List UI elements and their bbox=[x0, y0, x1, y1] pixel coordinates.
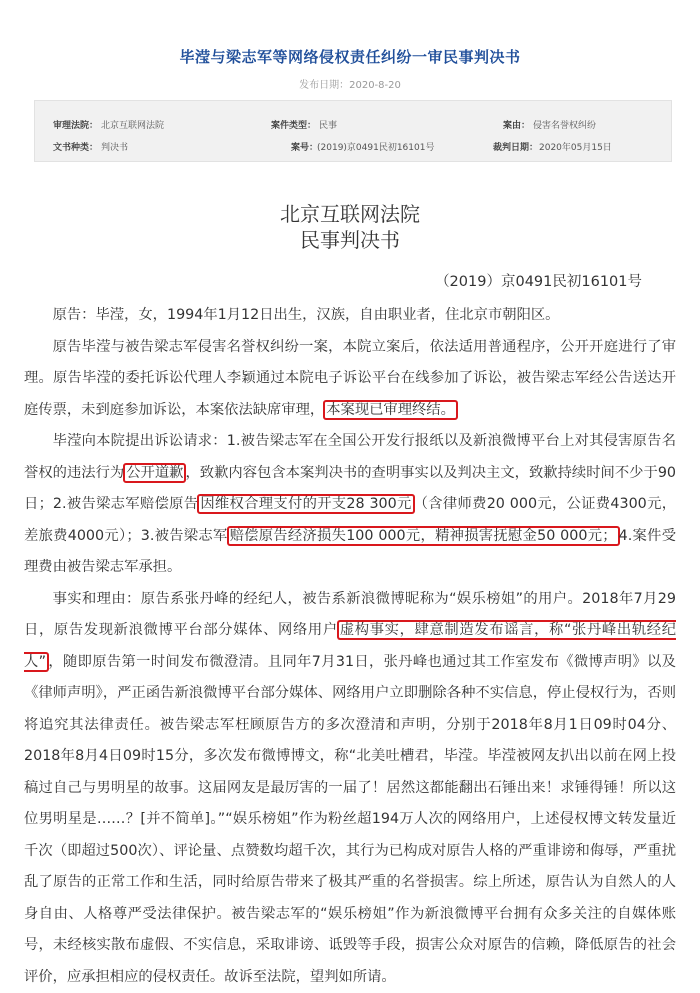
facts-paragraph bbox=[24, 584, 676, 993]
doc-kind-label: 文书种类： bbox=[53, 140, 98, 153]
claims-text-4: 4.案件受理费由被告梁志军承担。 bbox=[24, 528, 676, 576]
highlight-damages: 赔偿原告经济损失100 000元，精神损害抚慰金50 000元； bbox=[227, 526, 620, 546]
claims-text-1: 毕滢向本院提出诉讼请求：1.被告梁志军在全国公开发行报纸以及新浪微博平台上对其侵害原告名誉权的违法行为 bbox=[24, 433, 676, 481]
plaintiff-paragraph: 原告：毕滢，女，1994年1月12日出生，汉族，自由职业者，住北京市朝阳区。 bbox=[24, 300, 676, 332]
case-no-label: 案号： bbox=[291, 140, 318, 153]
court-value: 北京互联网法院 bbox=[101, 118, 164, 131]
claims-paragraph bbox=[24, 426, 676, 584]
cause-value: 侵害名誉权纠纷 bbox=[533, 118, 596, 131]
highlight-expenses: 因维权合理支付的开支28 300元 bbox=[197, 494, 414, 514]
page-title: 毕滢与梁志军等网络侵权责任纠纷一审民事判决书 bbox=[0, 46, 700, 67]
cause-label: 案由： bbox=[503, 118, 530, 131]
highlight-rumor: 虚构事实，肆意制造发布谣言，称“张丹峰出轨经纪人” bbox=[24, 620, 676, 672]
case-info-panel bbox=[34, 100, 672, 162]
facts-text-1: 事实和理由：原告系张丹峰的经纪人，被告系新浪微博昵称为“娱乐榜姐”的用户。2018年7月29日，原告发现新浪微博平台部分媒体、网络用户 bbox=[24, 591, 676, 639]
judgment-date-value: 2020年05月15日 bbox=[539, 140, 612, 153]
judgment-date-label: 裁判日期： bbox=[493, 140, 538, 153]
case-type-value: 民事 bbox=[319, 118, 337, 131]
case-info-row bbox=[35, 140, 671, 154]
procedure-paragraph bbox=[24, 332, 676, 427]
publish-date: 发布日期：2020-8-20 bbox=[0, 76, 700, 91]
court-name-heading: 北京互联网法院 bbox=[0, 198, 700, 227]
judgment-body bbox=[24, 300, 676, 993]
highlight-trial-concluded: 本案现已审理终结。 bbox=[323, 400, 458, 420]
case-info-row bbox=[35, 118, 671, 132]
claims-text-3: （含律师费20 000元，公证费4300元，差旅费4000元）；3.被告梁志军 bbox=[24, 496, 676, 544]
highlight-public-apology: 公开道歉 bbox=[123, 463, 186, 483]
facts-text-2: ，随即原告第一时间发布微澄清。且同年7月31日，张丹峰也通过其工作室发布《微博声明》以及《律师声明》，严正函告新浪微博平台部分媒体、网络用户立即删除各种不实信息，停止侵权行为，否则将追究其法律责任。被告梁志军枉顾原告方的多次澄清和声明，分别于2018年8月1日09时04分、2018年8月4日09时15分，多次发布微博博文，称“北美吐槽君，毕滢。毕滢被网友扒出以前在网上投稿过自己与男明星的故事。这届网友是最厉害的一届了！居然这都能翻出石锤出来！求锤得锤！所以这位男明星是……？[并不简单]。”“娱乐榜姐”作为粉丝超194万人次的网络用户，上述侵权博文转发量近千次（即超过500次）、评论量、点赞数均超千次，其行为已构成对原告人格的严重诽谤和侮辱，严重扰乱了原告的正常工作和生活，同时给原告带来了极其严重的名誉损害。综上所述，原告认为自然人的人身自由、人格尊严受法律保护。被告梁志军的“娱乐榜姐”作为新浪微博平台拥有众多关注的自媒体账号，未经核实散布虚假、不实信息，采取诽谤、诋毁等手段，损害公众对原告的信赖，降低原告的社会评价，应承担相应的侵权责任。故诉至法院，望判如所请。 bbox=[24, 654, 676, 985]
case-type-label: 案件类型： bbox=[271, 118, 316, 131]
document-type-heading: 民事判决书 bbox=[0, 224, 700, 253]
procedure-text: 原告毕滢与被告梁志军侵害名誉权纠纷一案，本院立案后，依法适用普通程序，公开开庭进行了审理。原告毕滢的委托诉讼代理人李颖通过本院电子诉讼平台在线参加了诉讼，被告梁志军经公告送达开庭传票，未到庭参加诉讼，本案依法缺席审理， bbox=[24, 339, 676, 418]
case-no-value: (2019)京0491民初16101号 bbox=[317, 140, 434, 153]
doc-kind-value: 判决书 bbox=[101, 140, 128, 153]
court-label: 审理法院： bbox=[53, 118, 98, 131]
case-number: （2019）京0491民初16101号 bbox=[435, 270, 642, 291]
claims-text-2: ，致歉内容包含本案判决书的查明事实以及判决主文，致歉持续时间不少于90日；2.被告梁志军赔偿原告 bbox=[24, 465, 676, 513]
